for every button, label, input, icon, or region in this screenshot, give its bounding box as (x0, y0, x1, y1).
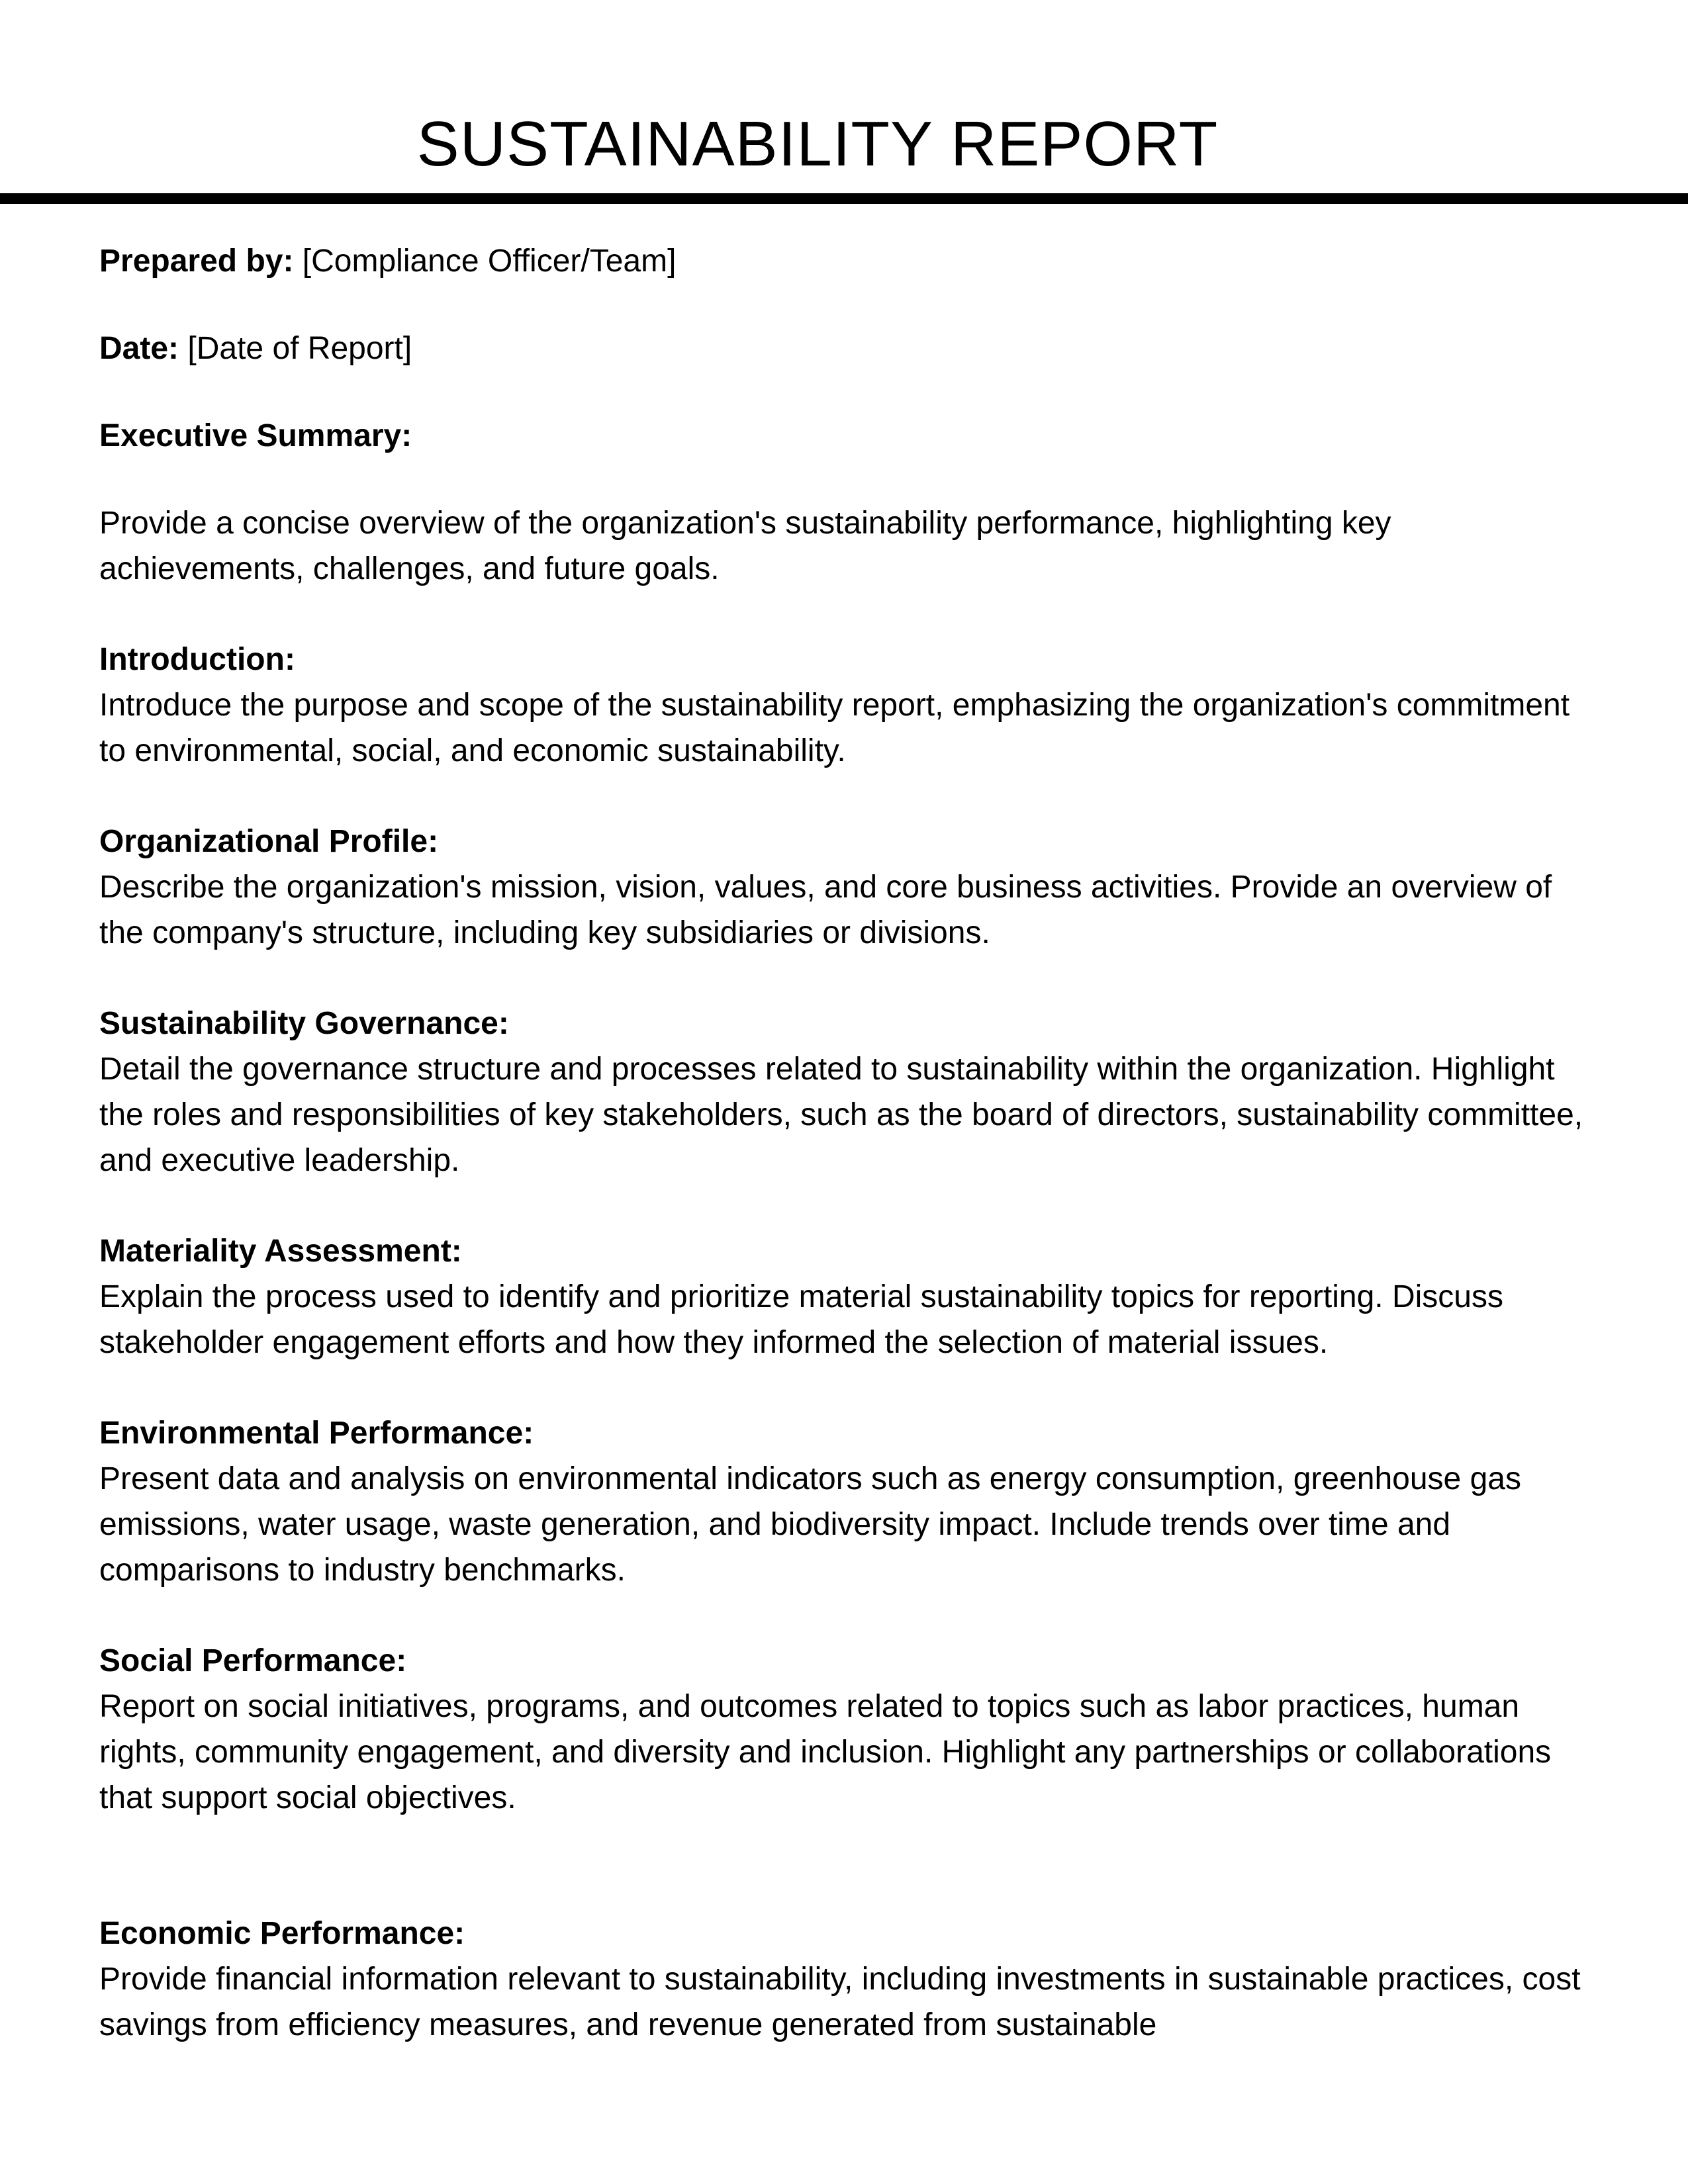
executive-summary-heading: Executive Summary: (99, 418, 412, 453)
section-heading: Organizational Profile: (99, 824, 439, 859)
prepared-by-value: [Compliance Officer/Team] (302, 244, 677, 279)
section-heading: Social Performance: (99, 1643, 407, 1678)
date-line (99, 326, 1589, 371)
section-body: Detail the governance structure and processes related to sustainability within the organization. Highlight the roles and responsibilities of key stakeholders, such as the board of directors, sustainability committee, and executive leadership. (99, 1052, 1583, 1178)
section-sustainability-governance (99, 1001, 1589, 1183)
report-body (99, 238, 1589, 2093)
section-heading: Sustainability Governance: (99, 1006, 509, 1041)
section-body: Describe the organization's mission, vision, values, and core business activities. Provide an overview of the company's structure, including key subsidiaries or divisions. (99, 870, 1552, 950)
date-label: Date: (99, 331, 179, 366)
date-value: [Date of Report] (187, 331, 412, 366)
section-social-performance (99, 1638, 1589, 1821)
title-divider (0, 193, 1688, 204)
section-body: Introduce the purpose and scope of the sustainability report, emphasizing the organization's commitment to environmental, social, and economic sustainability. (99, 688, 1570, 768)
section-body: Present data and analysis on environmental indicators such as energy consumption, greenhouse gas emissions, water usage, waste generation, and biodiversity impact. Include trends over time and comparisons to industry benchmarks. (99, 1461, 1521, 1588)
section-body: Explain the process used to identify and prioritize material sustainability topics for reporting. Discuss stakeholder engagement efforts and how they informed the selection of material issues. (99, 1279, 1503, 1360)
section-materiality-assessment (99, 1228, 1589, 1365)
prepared-by-line (99, 238, 1589, 284)
section-heading: Introduction: (99, 642, 295, 677)
section-body: Provide financial information relevant to sustainability, including investments in sustainable practices, cost savings from efficiency measures, and revenue generated from sustainable (99, 1962, 1581, 2042)
executive-summary-section (99, 500, 1589, 592)
prepared-by-label: Prepared by: (99, 244, 294, 279)
section-organizational-profile (99, 819, 1589, 956)
section-heading: Environmental Performance: (99, 1416, 534, 1451)
section-body: Report on social initiatives, programs, and outcomes related to topics such as labor practices, human rights, community engagement, and diversity and inclusion. Highlight any partnerships or collaborations that support social objectives. (99, 1689, 1552, 1815)
page-title: SUSTAINABILITY REPORT (416, 109, 1219, 179)
section-economic-performance (99, 1911, 1589, 2048)
section-heading: Materiality Assessment: (99, 1234, 462, 1269)
section-environmental-performance (99, 1410, 1589, 1593)
section-heading: Economic Performance: (99, 1916, 465, 1951)
executive-summary-body: Provide a concise overview of the organization's sustainability performance, highlighting key achievements, challenges, and future goals. (99, 506, 1391, 586)
section-introduction (99, 637, 1589, 774)
